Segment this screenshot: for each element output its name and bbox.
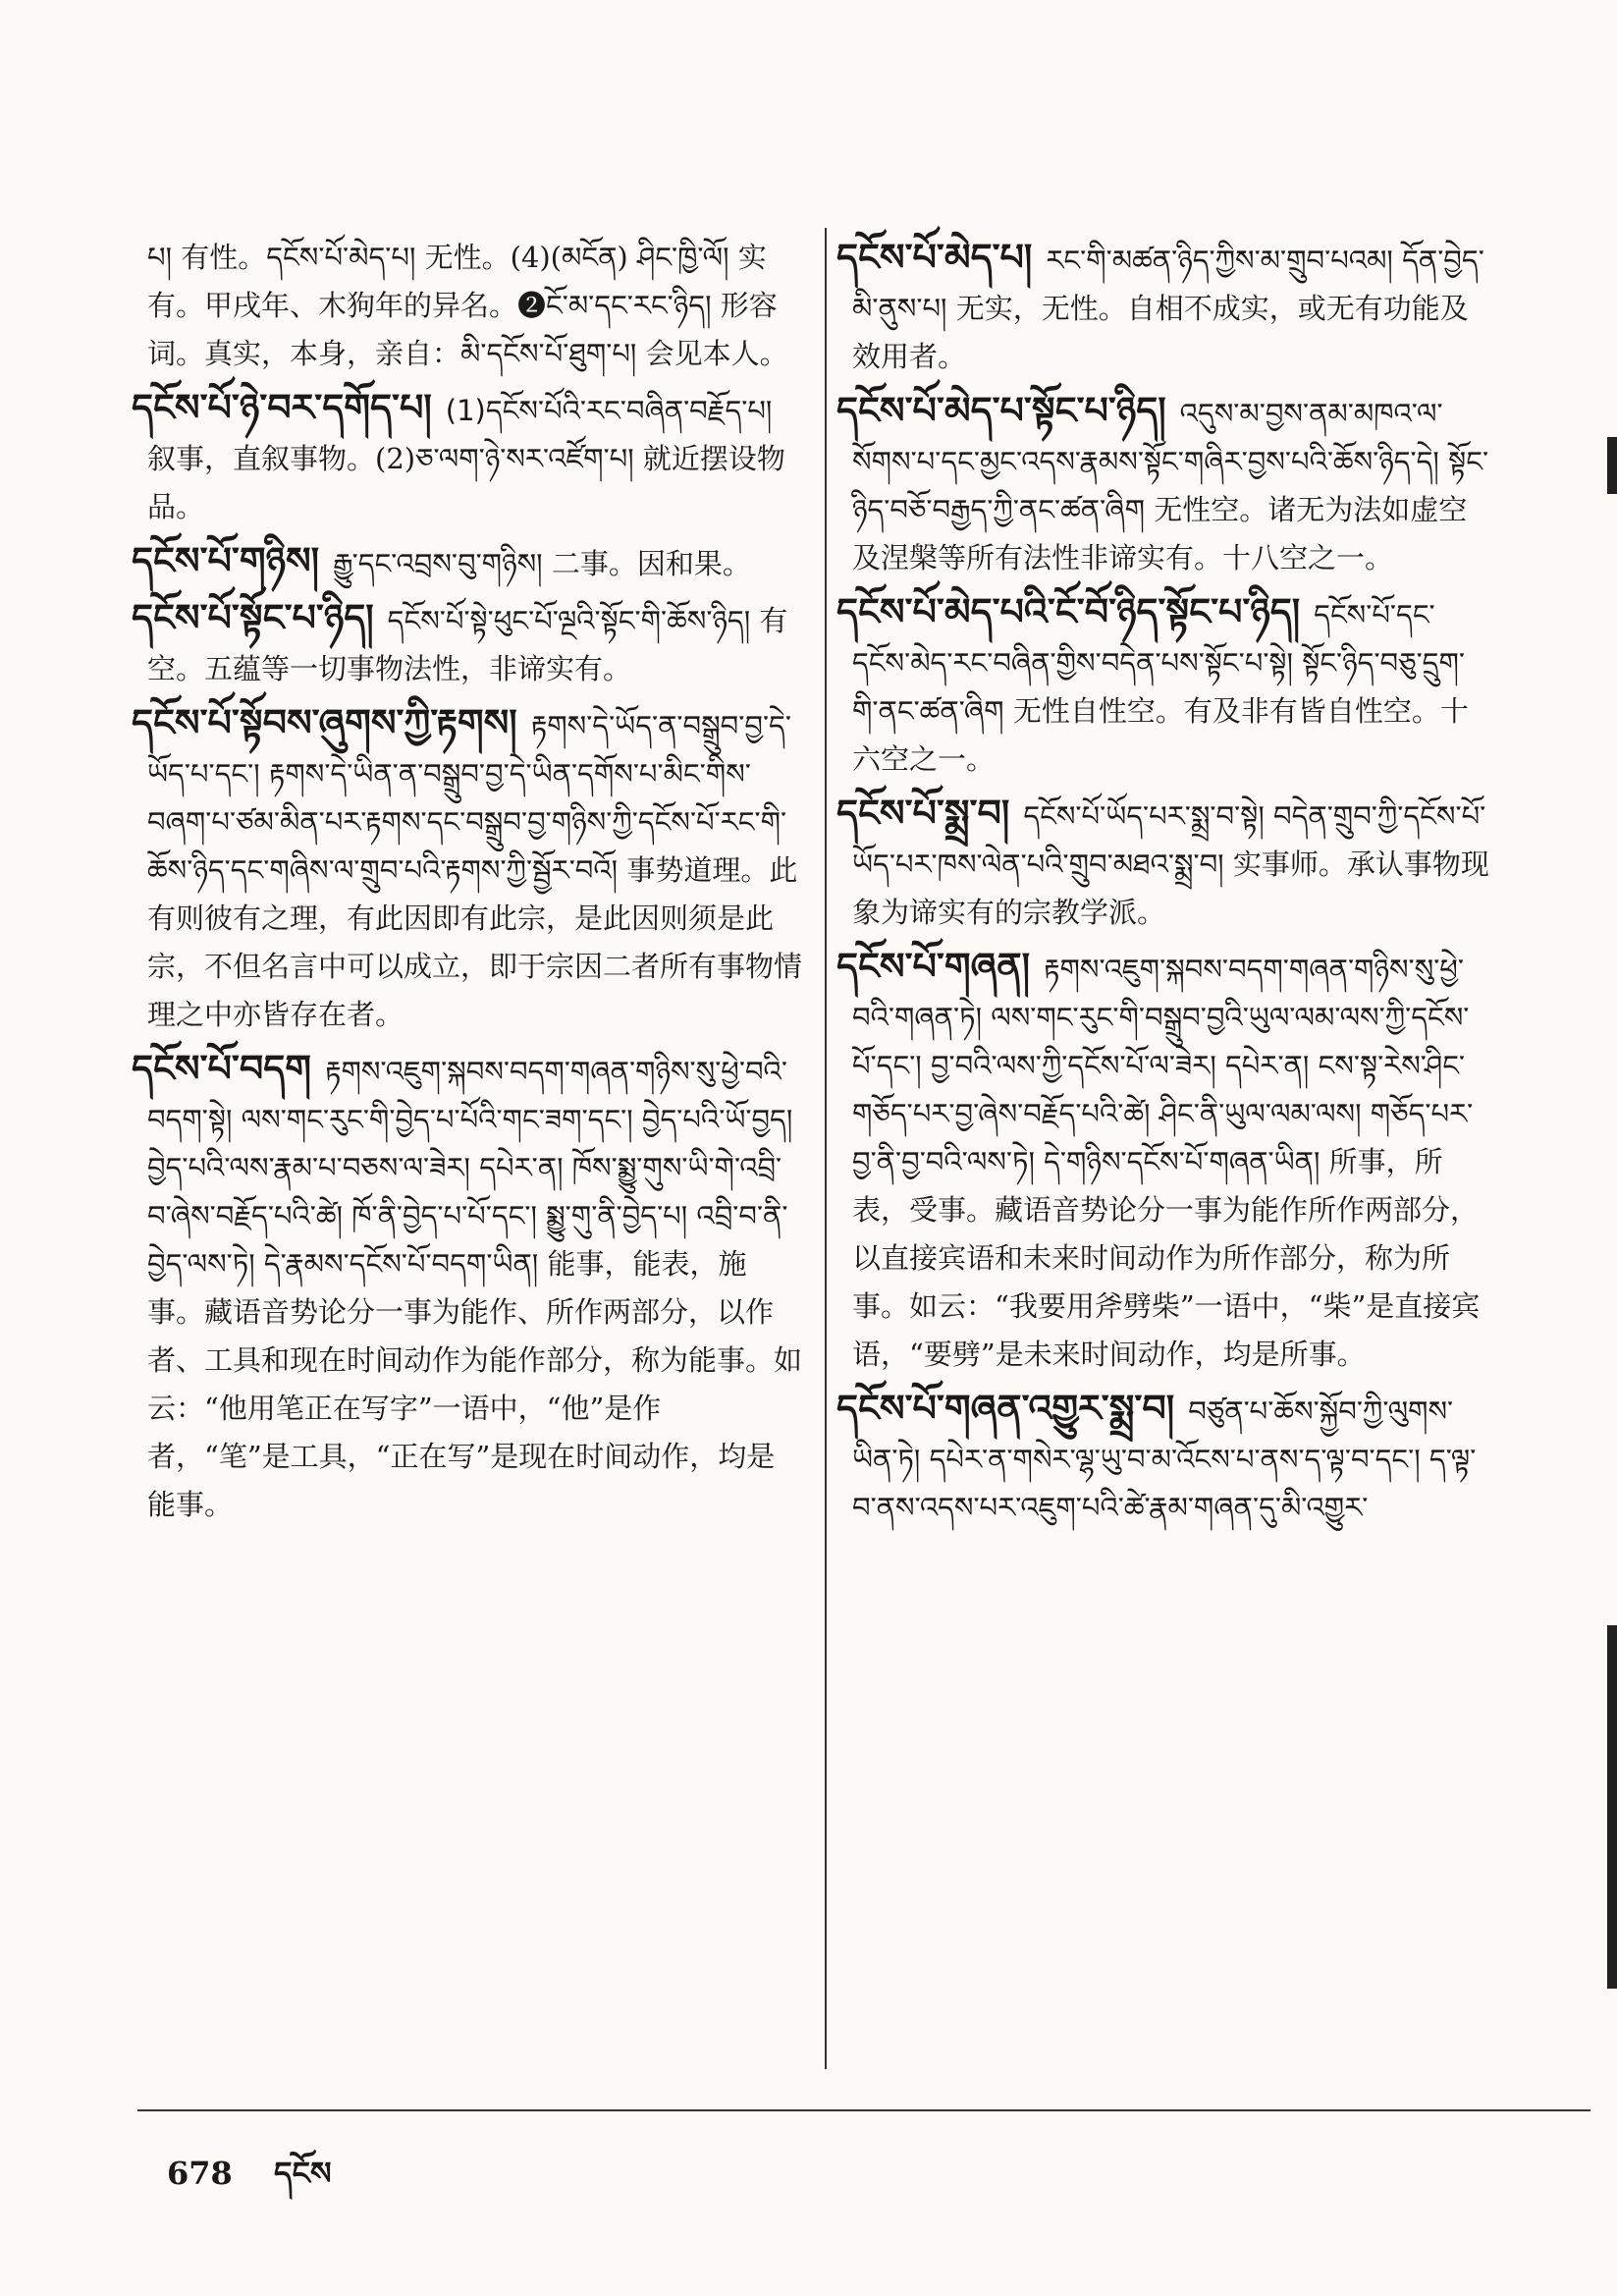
entry-chinese-gloss: 有性。དངོས་པོ་མེད་པ། 无性。(4)(མངོན) ཤིང་ཁྱི་ལོ། 实有。甲戌年、木狗年的异名。❷ངོ་མ་དང་རང་ཉིད། 形容词。真实，本身，亲自：མི་དངོས་པོ་ཐུག་པ། 会见本人。 [147, 241, 788, 370]
entry-headword: དངོས་པོ་མེད་པ། [836, 236, 1033, 279]
entry-tibetan-definition: རང་གི་མཚན་ཉིད་ཀྱིས་མ་གྲུབ་པའམ། དོན་བྱེད་མི་ནུས་པ། [852, 244, 1484, 325]
left-column [132, 234, 803, 1535]
entry-tibetan-definition: འདུས་མ་བྱས་ནམ་མཁའ་ལ་སོགས་པ་དང་མྱང་འདས་རྣམས་སྟོང་གཞིར་བྱས་པའི་ཆོས་ཉིད་དེ། སྟོང་ཉིད་བཅོ་བརྒྱད་ཀྱི་ནང་ཚན་ཞིག [852, 397, 1489, 526]
entry-headword: དངོས་པོ་མེད་པའི་ངོ་བོ་ཉིད་སྟོང་པ་ཉིད། [836, 590, 1301, 633]
dictionary-entry [836, 1385, 1490, 1532]
entry-chinese-gloss: 无实，无性。自相不成实，或无有功能及效用者。 [852, 292, 1469, 373]
entry-headword: དངོས་པོ་སྟོབས་ཞུགས་ཀྱི་རྟགས། [132, 701, 517, 744]
entry-chinese-gloss: 事势道理。此有则彼有之理，有此因即有此宗，是此因则须是此宗，不但名言中可以成立，即于宗因二者所有事物情理之中亦皆存在者。 [147, 853, 803, 1031]
entry-tibetan-definition: དངོས་པོ་ཡོད་པར་སྨྲ་བ་སྟེ། བདེན་གྲུབ་ཀྱི་དངོས་པོ་ཡོད་པར་ཁས་ལེན་པའི་གྲུབ་མཐའ་སྨྲ་བ། [852, 799, 1486, 881]
entry-tibetan-definition: དངོས་པོ་དང་དངོས་མེད་རང་བཞིན་གྱིས་བདེན་པས་སྟོང་པ་སྟེ། སྟོང་ཉིད་བཅུ་དྲུག་གི་ནང་ཚན་ཞིག [852, 598, 1465, 728]
right-column [836, 234, 1490, 1538]
entry-headword: དངོས་པོ་གཞན་འགྱུར་སྨྲ་བ། [836, 1387, 1175, 1430]
entry-chinese-gloss: 实事师。承认事物现象为谛实有的宗教学派。 [852, 847, 1489, 929]
entry-chinese-gloss: 二事。因和果。 [551, 547, 751, 580]
dictionary-entry [836, 387, 1490, 582]
dictionary-entry [132, 699, 803, 1039]
dictionary-entry [132, 1045, 803, 1529]
column-divider [825, 228, 827, 2069]
entry-headword: དངོས་པོ་མེད་པ་སྟོང་པ་ཉིད། [836, 389, 1166, 432]
edge-mark [1607, 1625, 1617, 1989]
entry-headword: དངོས་པོ་གཞན། [836, 945, 1031, 988]
edge-mark [1607, 437, 1617, 494]
entry-headword: དངོས་པོ་གཉིས། [132, 539, 320, 582]
entry-tibetan-definition: དངོས་པོ་སྟེ་ཕུང་པོ་ལྔའི་སྟོང་གི་ཆོས་ཉིད། [387, 604, 751, 637]
entry-tibetan-definition: པ། [147, 241, 173, 274]
entry-chinese-gloss: 能事，能表，施事。藏语音势论分一事为能作、所作两部分，以作者、工具和现在时间动作为能作部分，称为能事。如云：“他用笔正在写字”一语中，“他”是作者，“笔”是工具，“正在写”是现在时间动作，均是能事。 [147, 1247, 803, 1521]
dictionary-entry [132, 594, 803, 693]
dictionary-entry [836, 588, 1490, 784]
entry-chinese-gloss: 无性空。诸无为法如虚空及涅槃等所有法性非谛实有。十八空之一。 [852, 493, 1468, 574]
entry-tibetan-definition: རྒྱུ་དང་འབྲས་བུ་གཉིས། [333, 547, 543, 580]
entry-chinese-gloss: 所事，所表，受事。藏语音势论分一事为能作所作两部分，以直接宾语和未来时间动作为所作部分，称为所事。如云：“我要用斧劈柴”一语中，“柴”是直接宾语，“要劈”是未来时间动作，均是所事。 [852, 1145, 1481, 1371]
entry-tibetan-definition: (1)དངོས་པོའི་རང་བཞིན་བརྗོད་པ། [445, 394, 773, 427]
entry-headword: དངོས་པོ་ཉེ་བར་དགོད་པ། [132, 386, 432, 429]
entry-tibetan-definition: རྟགས་འཇུག་སྐབས་བདག་གཞན་གཉིས་སུ་ཕྱེ་བའི་བདག་སྟེ། ལས་གང་རུང་གི་བྱེད་པ་པོའི་གང་ཟག་དང་། བྱེད་པའི་ཡོ་བྱད། བྱེད་པའི་ལས་རྣམ་པ་བཅས་ལ་ཟེར། དཔེར་ན། ཁོས་སྨྱུ་གུས་ཡི་གེ་འབྲི་བ་ཞེས་བརྗོད་པའི་ཚེ། ཁོ་ནི་བྱེད་པ་པོ་དང་། སྨྱུ་གུ་ནི་བྱེད་པ། འབྲི་བ་ནི་བྱེད་ལས་ཏེ། དེ་རྣམས་དངོས་པོ་བདག་ཡིན། [147, 1055, 793, 1281]
footer-rule [137, 2109, 1590, 2111]
entry-chinese-gloss: 有空。五蕴等一切事物法性，非谛实有。 [147, 604, 788, 685]
entry-tibetan-definition: རྟགས་འཇུག་སྐབས་བདག་གཞན་གཉིས་སུ་ཕྱེ་བའི་གཞན་ཏེ། ལས་གང་རུང་གི་བསྒྲུབ་བྱའི་ཡུལ་ལམ་ལས་ཀྱི་དངོས་པོ་དང་། བྱ་བའི་ལས་ཀྱི་དངོས་པོ་ལ་ཟེར། དཔེར་ན། ངས་སྟ་རེས་ཤིང་གཅོད་པར་བྱ་ཞེས་བརྗོད་པའི་ཚེ། ཤིང་ནི་ཡུལ་ལམ་ལས། གཅོད་པར་བྱ་ནི་བྱ་བའི་ལས་ཏེ། དེ་གཉིས་དངོས་པོ་གཞན་ཡིན། [852, 953, 1474, 1178]
running-head: དངོས [273, 2155, 332, 2192]
entry-chinese-gloss: 无性自性空。有及非有皆自性空。十六空之一。 [852, 694, 1469, 776]
page-footer [167, 2139, 332, 2227]
entry-headword: དངོས་པོ་སྟོང་པ་ཉིད། [132, 596, 374, 639]
dictionary-entry [836, 234, 1490, 381]
entry-headword: དངོས་པོ་བདག [132, 1047, 312, 1090]
entry-chinese-gloss: 叙事，直叙事物。(2)ཅ་ལག་ཉེ་སར་འཛོག་པ། 就近摆设物品。 [147, 442, 785, 523]
entry-tibetan-definition: བཙུན་པ་ཆོས་སྐྱོབ་ཀྱི་ལུགས་ཡིན་ཏེ། དཔེར་ན་གསེར་ལྷ་ཡུ་བ་མ་འོངས་པ་ནས་ད་ལྟ་བ་དང་། ད་ལྟ་བ་ནས་འདས་པར་འཇུག་པའི་ཚེ་རྣམ་གཞན་དུ་མི་འགྱུར་ [852, 1394, 1477, 1524]
dictionary-entry [132, 537, 803, 588]
entry-headword: དངོས་པོ་སྨྲ་བ། [836, 792, 1010, 835]
dictionary-entry [836, 943, 1490, 1379]
dictionary-entry [132, 384, 803, 531]
dictionary-entry [147, 234, 803, 378]
entry-tibetan-definition: རྟགས་དེ་ཡོད་ན་བསྒྲུབ་བྱ་དེ་ཡོད་པ་དང་། རྟགས་དེ་ཡིན་ན་བསྒྲུབ་བྱ་དེ་ཡིན་དགོས་པ་མིང་གིས་བཞག་པ་ཙམ་མིན་པར་རྟགས་དང་བསྒྲུབ་བྱ་གཉིས་ཀྱི་དངོས་པོ་རང་གི་ཆོས་ཉིད་དང་གཞིས་ལ་གྲུབ་པའི་རྟགས་ཀྱི་སྦྱོར་བའོ། [147, 709, 791, 887]
page-number: 678 [167, 2155, 233, 2192]
dictionary-entry [836, 790, 1490, 937]
